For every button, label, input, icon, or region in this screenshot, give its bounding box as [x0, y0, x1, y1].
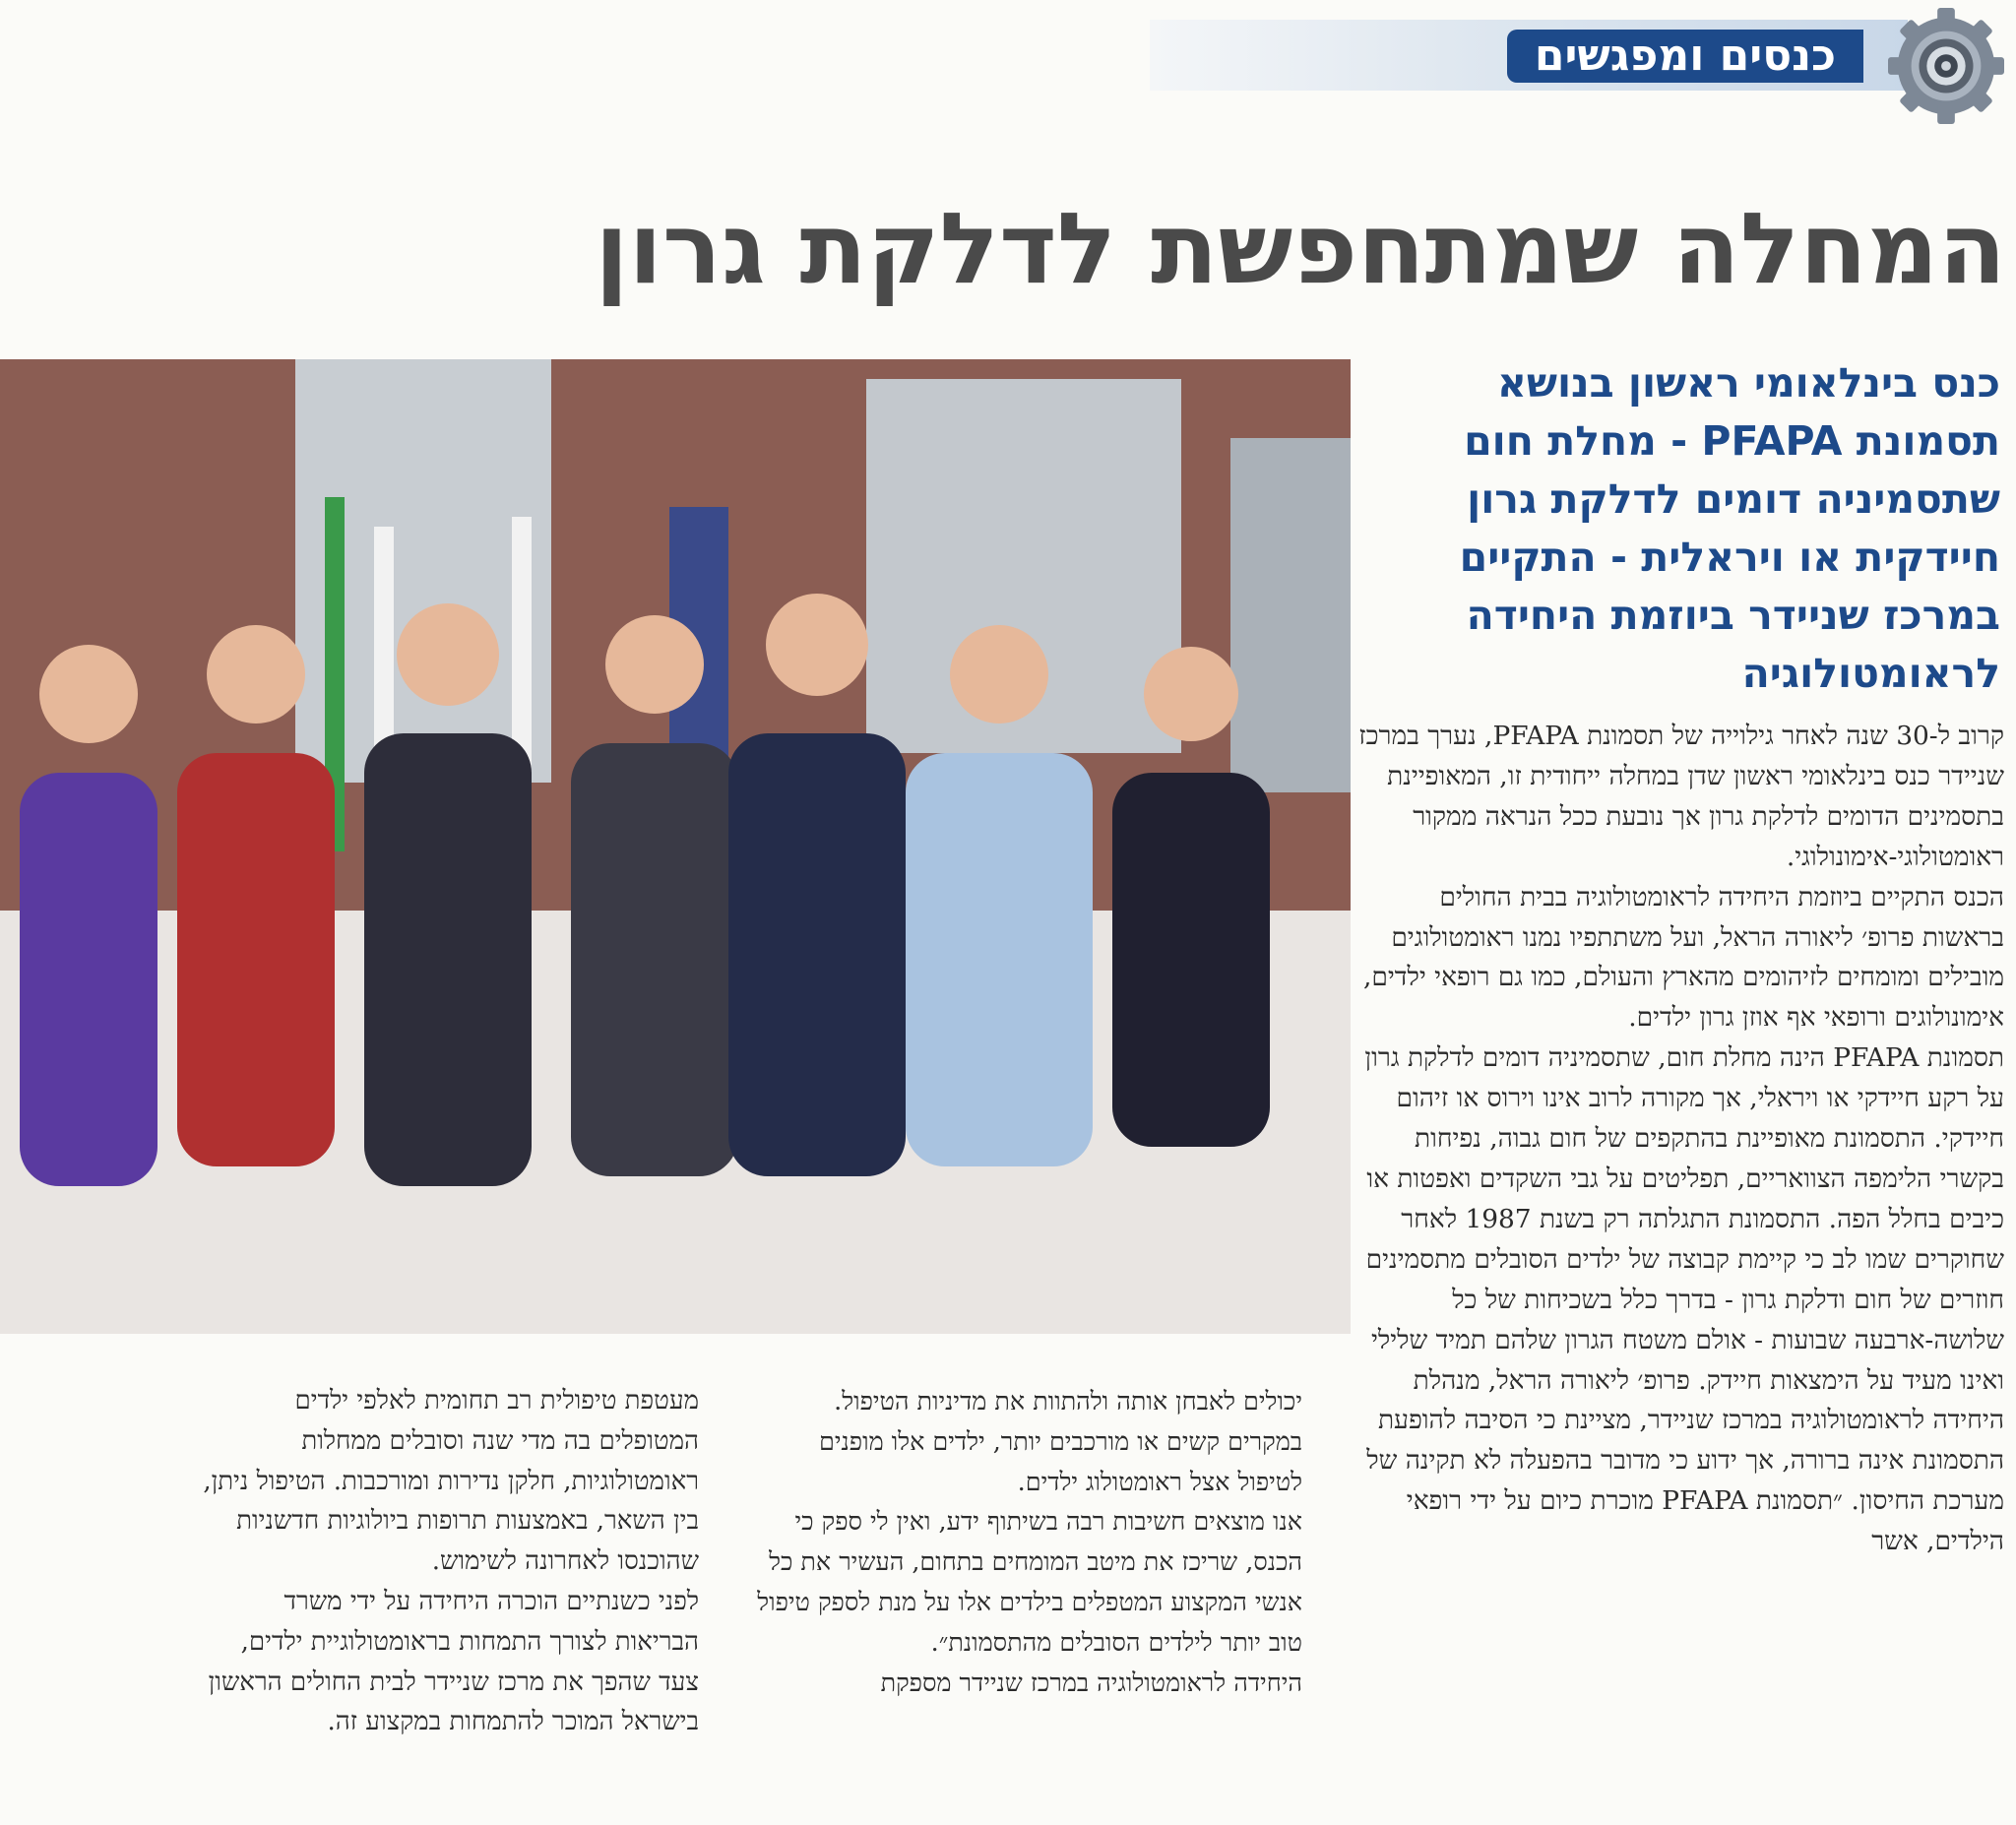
paragraph: מעטפת טיפולית רב תחומית לאלפי ילדים המטופלים בה מדי שנה וסובלים ממחלות ראומטולוגיות, חלקן נדירות ומורכבות. הטיפול ניתן, בין השאר, באמצעות תרופות ביולוגיות חדשניות שהוכנסו לאחרונה לשימוש. [203, 1386, 699, 1577]
paragraph: יכולים לאבחן אותה ולהתוות את מדיניות הטיפול. במקרים קשים או מורכבים יותר, ילדים אלו מופנים לטיפול אצל ראומטולוג ילדים. [819, 1386, 1302, 1496]
paragraph: היחידה לראומטולוגיה במרכז שניידר מספקת [880, 1667, 1302, 1697]
paragraph: קרוב ל-30 שנה לאחר גילוייה של תסמונת PFAPA, נערך במרכז שניידר כנס בינלאומי ראשון שדן במחלה ייחודית זו, המאופיינת בתסמינים הדומים לדלקת גרון אך נובעת ככל הנראה ממקור ראומטולוגי-אימונולוגי. [1358, 721, 2004, 872]
body-column-left [197, 1381, 699, 1742]
paragraph: הכנס התקיים ביוזמת היחידה לראומטולוגיה בבית החולים בראשות פרופ׳ ליאורה הראל, ועל משתתפיו נמנו ראומטולוגים מובילים ומומחים לזיהומים מהארץ והעולם, כמו גם רופאי ילדים, אימונולוגים ורופאי אף אוזן גרון ילדים. [1363, 881, 2004, 1034]
body-column-right [1356, 717, 2004, 1562]
lede: כנס בינלאומי ראשון בנושא תסמונת PFAPA - מחלת חום שתסמיניה דומים לדלקת גרון חיידקית או ויראלית - התקיים במרכז שניידר ביוזמת היחידה לראומטולוגיה [1459, 359, 2000, 697]
body-column-middle [753, 1381, 1302, 1702]
headline: המחלה שמתחפשת לדלקת גרון [595, 191, 2006, 306]
gear-icon [1888, 8, 2004, 124]
group-photo [0, 359, 1351, 1334]
paragraph: תסמונת PFAPA הינה מחלת חום, שתסמיניה דומים לדלקת גרון על רקע חיידקי או ויראלי, אך מקורה לרוב אינו וירוס או זיהום חיידקי. התסמונת מאופיינת בהתקפים של חום גבוה, נפיחות בקשרי הלימפה הצוואריים, תפליטים על גבי השקדים ואפטות או כיבים בחלל הפה. התסמונת התגלתה רק בשנת 1987 לאחר שחוקרים שמו לב כי קיימת קבוצה של ילדים הסובלים מתסמינים חוזרים של חום ודלקת גרון - בדרך כלל בשכיחות של כל שלושה-ארבעה שבועות - אולם משטח הגרון שלהם תמיד שלילי ואינו מעיד על הימצאות חיידק. פרופ׳ ליאורה הראל, מנהלת היחידה לראומטולוגיה במרכז שניידר, מציינת כי הסיבה להופעת התסמונת אינה ברורה, אך ידוע כי מדובר בהפעלה לא תקינה של מערכת החיסון. ״תסמונת PFAPA מוכרת כיום על ידי רופאי הילדים, אשר [1364, 1042, 2004, 1557]
paragraph: לפני כשנתיים הוכרה היחידה על ידי משרד הבריאות לצורך התמחות בראומטולוגיית ילדים, צעד שהפך את מרכז שניידר לבית החולים הראשון בישראל המוכר להתמחות במקצוע זה. [208, 1586, 699, 1737]
section-label: כנסים ומפגשים [1507, 30, 1863, 83]
paragraph: אנו מוצאים חשיבות רבה בשיתוף ידע, ואין לי ספק כי הכנס, שריכז את מיטב המומחים בתחום, העשיר את כל אנשי המקצוע המטפלים בילדים אלו על מנת לספק טיפול טוב יותר לילדים הסובלים מהתסמונת״. [757, 1506, 1302, 1657]
